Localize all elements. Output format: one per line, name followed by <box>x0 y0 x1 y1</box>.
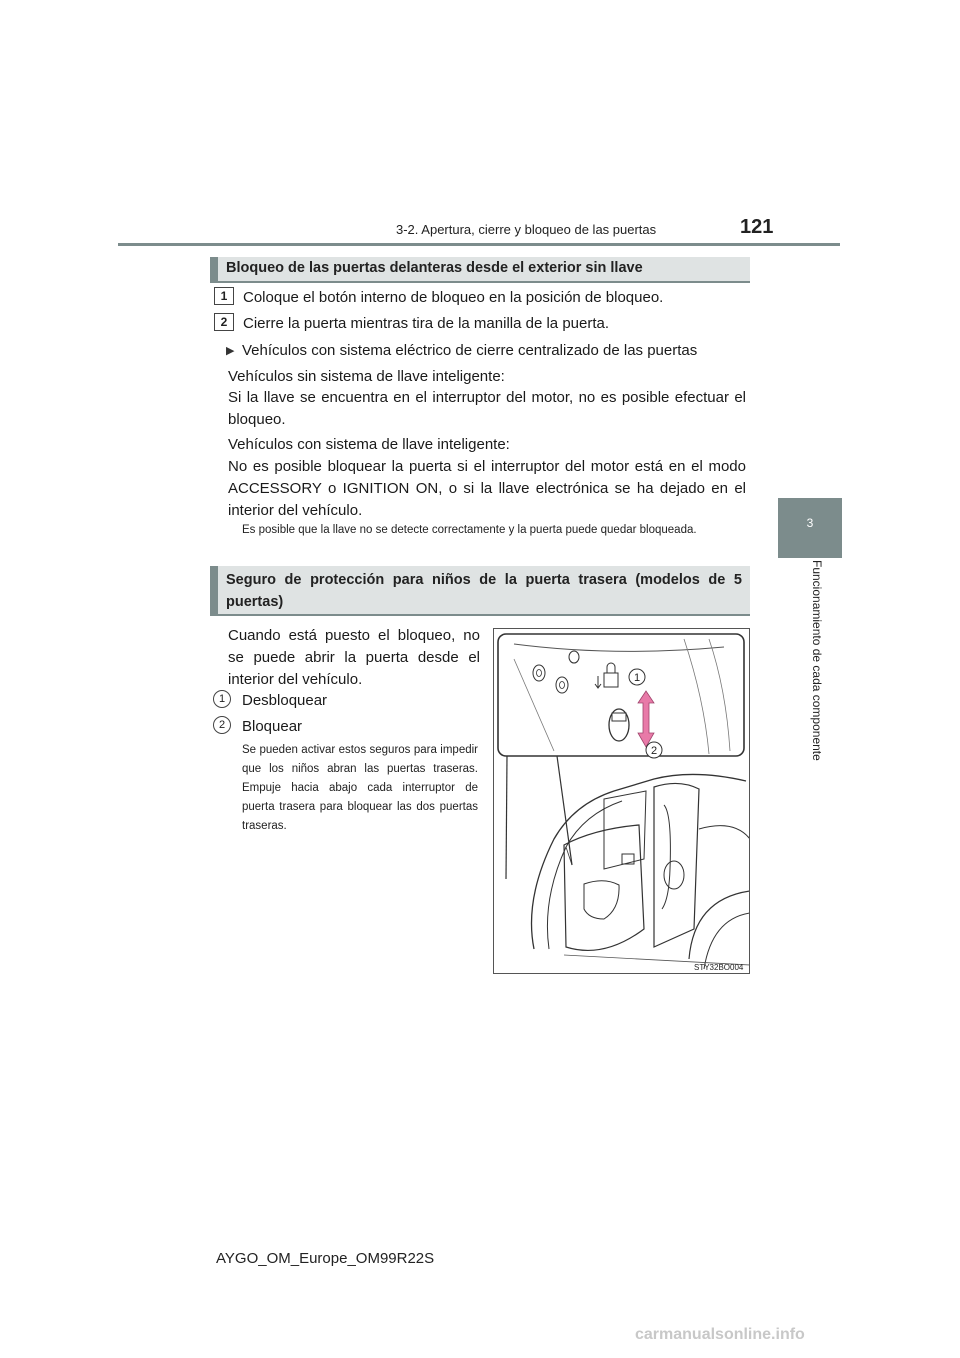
note-child-lock: Se pueden activar estos seguros para impedir que los niños abran las puertas traseras. Empuje hacia abajo cada interruptor de puerta trasera para bloquear las dos puertas traseras. <box>242 744 478 832</box>
step-number-1: 1 <box>214 287 234 305</box>
step-text-1: Coloque el botón interno de bloqueo en la posición de bloqueo. <box>243 289 664 306</box>
chapter-tab <box>778 498 842 558</box>
step-number-2: 2 <box>214 313 234 331</box>
paragraph-no-smart-key: Si la llave se encuentra en el interruptor del motor, no es posible efectuar el bloqueo. <box>228 389 746 428</box>
paragraph-smart-key: No es posible bloquear la puerta si el interruptor del motor está en el modo ACCESSORY o IGNITION ON, o si la llave electrónica se ha dejado en el interior del vehículo. <box>228 458 746 519</box>
callout-2: 2 <box>650 745 658 757</box>
header-divider <box>118 243 840 246</box>
chapter-label: Funcionamiento de cada componente <box>810 560 824 761</box>
item-number-1: 1 <box>213 690 231 708</box>
step-text-2: Cierre la puerta mientras tira de la manilla de la puerta. <box>243 315 610 332</box>
section-heading-child-lock: Seguro de protección para niños de la puerta trasera (modelos de 5 puertas) <box>210 566 750 616</box>
callout-1: 1 <box>633 672 641 684</box>
page-number: 121 <box>740 216 774 238</box>
note-key-detection: Es posible que la llave no se detecte correctamente y la puerta puede quedar bloqueada. <box>242 524 697 536</box>
document-id: AYGO_OM_Europe_OM99R22S <box>216 1250 435 1267</box>
child-lock-illustration <box>493 628 750 974</box>
chapter-number: 3 <box>806 516 814 530</box>
child-lock-intro: Cuando está puesto el bloqueo, no se puede abrir la puerta desde el interior del vehículo. <box>228 627 480 688</box>
subheading-central-locking: Vehículos con sistema eléctrico de cierre centralizado de las puertas <box>242 342 698 359</box>
rear-door-drawing <box>494 629 750 974</box>
item-lock: Bloquear <box>242 718 303 735</box>
figure-code: STY32BO004 <box>694 963 744 972</box>
item-unlock: Desbloquear <box>242 692 328 709</box>
triangle-bullet-icon: ▶ <box>226 345 235 357</box>
item-number-2: 2 <box>213 716 231 734</box>
paragraph-smart-key-label: Vehículos con sistema de llave inteligente: <box>228 436 510 453</box>
watermark: carmanualsonline.info <box>635 1326 805 1343</box>
section-title: 3-2. Apertura, cierre y bloqueo de las puertas <box>396 222 657 237</box>
paragraph-no-smart-key-label: Vehículos sin sistema de llave inteligente: <box>228 368 505 385</box>
section-heading-front-doors: Bloqueo de las puertas delanteras desde el exterior sin llave <box>210 257 750 283</box>
